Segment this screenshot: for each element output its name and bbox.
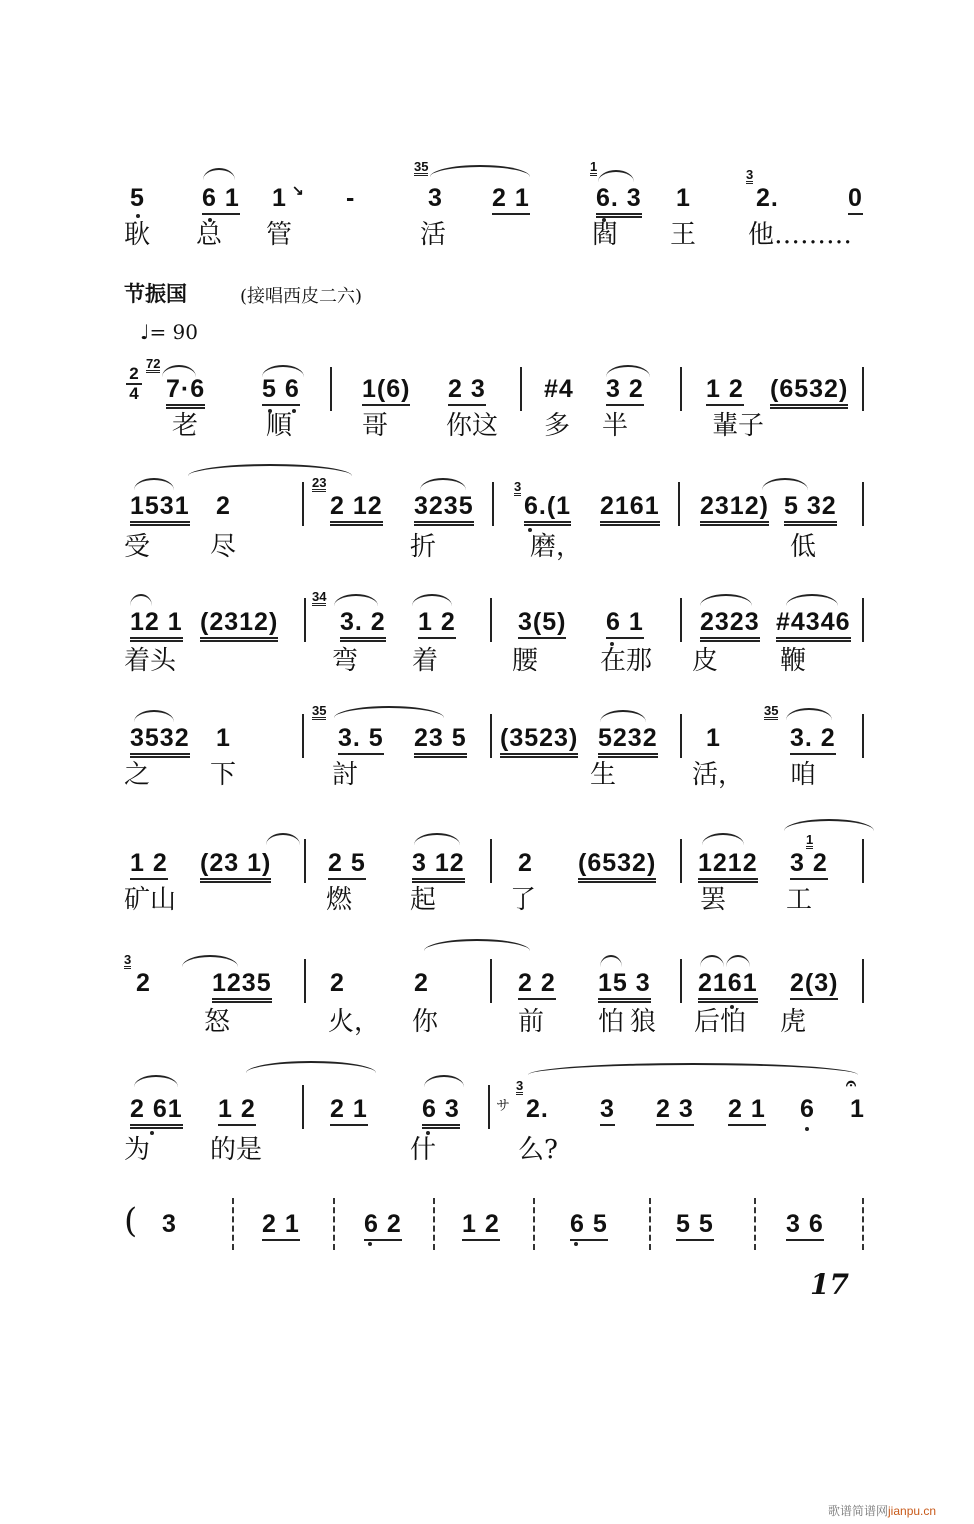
note: 2. — [526, 1095, 549, 1123]
note: 2 2 — [518, 969, 556, 1000]
slur — [246, 1061, 376, 1073]
slur — [600, 710, 646, 722]
slur — [188, 464, 352, 476]
barline — [680, 367, 682, 411]
lyric: 为 — [124, 1135, 151, 1165]
dashed-barline — [433, 1198, 435, 1250]
grace-note: 3 — [746, 167, 754, 182]
time-signature: 2 4 — [126, 365, 142, 403]
section-note: (接唱西皮二六) — [240, 286, 363, 307]
lyric: 火， — [328, 1007, 381, 1037]
slur — [182, 955, 238, 967]
note: 2 1 — [728, 1095, 766, 1126]
singer-name: 节振国 — [124, 282, 187, 306]
note: (6532) — [770, 375, 848, 409]
note: 2(3) — [790, 969, 838, 1000]
low-octave-dot — [368, 1242, 372, 1246]
note: 6. 3 — [596, 184, 642, 218]
note: 2312) — [700, 492, 769, 526]
note: 2. — [756, 184, 779, 212]
lyric: 王 — [670, 220, 697, 250]
lyric: 怕 — [598, 1007, 625, 1037]
lyric: 下 — [210, 760, 237, 790]
watermark: 歌谱简谱网jianpu.cn — [828, 1504, 937, 1518]
slur — [702, 833, 744, 845]
note: 3 2 — [606, 375, 644, 406]
note: 6 1 — [606, 608, 644, 639]
note: 3 — [428, 184, 443, 212]
lyric: 的是 — [210, 1135, 263, 1165]
barline — [302, 1085, 304, 1129]
lyric: 工 — [786, 885, 813, 915]
lyric: 尽 — [210, 532, 237, 562]
low-octave-dot — [150, 1131, 154, 1135]
lyric: 磨， — [530, 532, 583, 562]
slur — [762, 478, 808, 490]
lyric: 起 — [410, 885, 437, 915]
note: 5 5 — [676, 1210, 714, 1241]
barline — [862, 598, 864, 642]
note: 12 1 — [130, 608, 183, 642]
barline — [302, 714, 304, 758]
barline — [488, 1085, 490, 1129]
grace-note: 1 — [590, 159, 598, 174]
lyric: 順 — [266, 411, 293, 441]
lyric: 多 — [544, 411, 571, 441]
low-octave-dot — [574, 1242, 578, 1246]
grace-note: 23 — [312, 475, 327, 490]
note: 2 1 — [262, 1210, 300, 1241]
lyric: 哥 — [362, 411, 389, 441]
note: 15 3 — [598, 969, 651, 1003]
slur — [528, 1063, 858, 1075]
slur — [134, 710, 174, 722]
barline — [680, 839, 682, 883]
note: 1 — [676, 184, 691, 212]
note: 3. 5 — [338, 724, 384, 755]
note: 6 2 — [364, 1210, 402, 1241]
dashed-barline — [649, 1198, 651, 1250]
slur — [130, 594, 152, 606]
grace-note: 72 — [146, 356, 161, 371]
barline — [304, 839, 306, 883]
note: 1 2 — [706, 375, 744, 406]
note: 3 12 — [412, 849, 465, 883]
note: 2 — [518, 849, 533, 877]
lyric: 半 — [602, 411, 629, 441]
note: 3(5) — [518, 608, 566, 639]
note: 6 1 — [202, 184, 240, 215]
barline — [680, 959, 682, 1003]
slur — [420, 478, 466, 490]
note: 2161 — [600, 492, 660, 526]
quarter-note-icon: ♩ — [140, 320, 150, 344]
lyric: 么? — [518, 1135, 558, 1165]
lyric: 老 — [172, 411, 199, 441]
barline — [862, 839, 864, 883]
note: #4346 — [776, 608, 851, 642]
note: 1 — [216, 724, 231, 752]
grace-note: 34 — [312, 589, 327, 604]
note: 1 2 — [462, 1210, 500, 1241]
lyric: 活， — [692, 760, 745, 790]
tempo-marking — [140, 320, 198, 344]
grace-note: 35 — [764, 703, 779, 718]
breath-mark: ↘ — [292, 182, 304, 198]
barline — [680, 598, 682, 642]
barline — [490, 714, 492, 758]
barline — [862, 367, 864, 411]
free-tempo-mark: サ — [496, 1097, 510, 1113]
grace-note: 35 — [312, 703, 327, 718]
lyric: 前 — [518, 1007, 545, 1037]
note: 3. 2 — [340, 608, 386, 642]
low-octave-dot — [805, 1127, 809, 1131]
lyric: 罢 — [700, 885, 727, 915]
barline — [490, 839, 492, 883]
tempo-value: = 90 — [149, 320, 199, 344]
note: 2 12 — [330, 492, 383, 526]
lyric: 管 — [266, 220, 293, 250]
dashed-barline — [232, 1198, 234, 1250]
dashed-barline — [533, 1198, 535, 1250]
slur — [134, 478, 174, 490]
slur — [786, 708, 832, 720]
grace-note: 3 — [516, 1078, 524, 1093]
note: 1 — [272, 184, 287, 212]
lyric: 怒 — [204, 1007, 231, 1037]
lyric: 腰 — [512, 646, 539, 676]
slur — [203, 168, 235, 180]
note: 2 3 — [448, 375, 486, 406]
lyric: 低 — [790, 532, 817, 562]
note: 1 — [850, 1095, 865, 1123]
note: 3235 — [414, 492, 474, 526]
slur — [412, 594, 452, 606]
lyric: 着头 — [124, 646, 177, 676]
barline — [490, 959, 492, 1003]
note: 1212 — [698, 849, 758, 883]
note: 3 — [600, 1095, 615, 1126]
dashed-barline — [333, 1198, 335, 1250]
note: 5 — [130, 184, 145, 212]
grace-note: 35 — [414, 159, 429, 174]
barline — [330, 367, 332, 411]
page-number: 17 — [810, 1268, 849, 1301]
note: 6.(1 — [524, 492, 571, 526]
note: 2 — [136, 969, 151, 997]
lyric: 什 — [410, 1135, 437, 1165]
note: 3 — [162, 1210, 177, 1238]
lyric: 你 — [412, 1007, 439, 1037]
lyric: 討 — [332, 760, 359, 790]
note: 6 5 — [570, 1210, 608, 1241]
grace-note: 3 — [124, 952, 132, 967]
note: 7·6 — [166, 375, 205, 409]
note: 2 3 — [656, 1095, 694, 1126]
note: 3 2 — [790, 849, 828, 880]
note: 2 — [330, 969, 345, 997]
slur — [700, 955, 724, 967]
lyric: 折 — [410, 532, 437, 562]
slur — [334, 706, 444, 718]
slur — [786, 594, 838, 606]
slur — [424, 939, 530, 951]
note: #4 — [544, 375, 574, 403]
note: 2 — [216, 492, 231, 520]
barline — [302, 482, 304, 526]
low-octave-dot — [136, 214, 140, 218]
grace-note: 3 — [514, 479, 522, 494]
lyric: 咱 — [790, 760, 817, 790]
lyric: 了 — [510, 885, 537, 915]
open-paren: ( — [124, 1201, 138, 1241]
note: 2323 — [700, 608, 760, 642]
lyric: 总 — [196, 220, 223, 250]
lyric: 閻 — [592, 220, 619, 250]
lyric: 活 — [420, 220, 447, 250]
note: 0 — [848, 184, 863, 215]
slur — [424, 1075, 464, 1087]
lyric: 你这 — [446, 411, 499, 441]
lyric: 之 — [124, 760, 151, 790]
lyric: 在那 — [600, 646, 653, 676]
note: (23 1) — [200, 849, 271, 883]
note: 6 — [800, 1095, 815, 1123]
barline — [680, 714, 682, 758]
slur — [134, 1075, 178, 1087]
barline — [520, 367, 522, 411]
note: 1 2 — [418, 608, 456, 639]
note: 5232 — [598, 724, 658, 758]
note: 1235 — [212, 969, 272, 1003]
dashed-barline — [754, 1198, 756, 1250]
note: 2 5 — [328, 849, 366, 880]
slur — [784, 819, 874, 831]
dashed-barline — [862, 1198, 864, 1250]
note: 3. 2 — [790, 724, 836, 755]
dash: - — [346, 184, 356, 212]
note: 23 5 — [414, 724, 467, 758]
barline — [678, 482, 680, 526]
lyric: 后怕 — [694, 1007, 747, 1037]
slur — [726, 955, 750, 967]
barline — [862, 959, 864, 1003]
note: 5 32 — [784, 492, 837, 526]
slur — [334, 594, 378, 606]
slur — [414, 833, 460, 845]
note: (6532) — [578, 849, 656, 883]
note: 3 6 — [786, 1210, 824, 1241]
barline — [492, 482, 494, 526]
lyric: 弯 — [332, 646, 359, 676]
note: 2 1 — [492, 184, 530, 215]
slur — [430, 165, 530, 177]
note: 2161 — [698, 969, 758, 1003]
lyric: 燃 — [326, 885, 353, 915]
note: 2 — [414, 969, 429, 997]
grace-note: 1 — [806, 832, 814, 847]
slur — [266, 833, 300, 845]
slur — [598, 170, 634, 182]
note: 6 3 — [422, 1095, 460, 1129]
barline — [304, 598, 306, 642]
barline — [304, 959, 306, 1003]
note: 1 2 — [218, 1095, 256, 1126]
barline — [862, 482, 864, 526]
lyric: 矿山 — [124, 885, 177, 915]
slur — [600, 955, 622, 967]
lyric: 虎 — [780, 1007, 807, 1037]
low-octave-dot — [292, 409, 296, 413]
fermata-icon: 𝄐 — [846, 1073, 857, 1093]
lyric: 生 — [590, 760, 617, 790]
lyric: 他……… — [748, 220, 853, 250]
slur — [700, 594, 752, 606]
note: 1 2 — [130, 849, 168, 880]
lyric: 着 — [412, 646, 439, 676]
note: 1 — [706, 724, 721, 752]
lyric: 受 — [124, 532, 151, 562]
note: 5 6 — [262, 375, 300, 406]
note: 3532 — [130, 724, 190, 758]
lyric: 耿 — [124, 220, 151, 250]
barline — [862, 714, 864, 758]
note: 1(6) — [362, 375, 410, 406]
lyric: 輩子 — [712, 411, 765, 441]
note: (3523) — [500, 724, 578, 758]
barline — [490, 598, 492, 642]
note: 1531 — [130, 492, 190, 526]
lyric: 皮 — [692, 646, 719, 676]
note: 2 61 — [130, 1095, 183, 1129]
lyric: 鞭 — [780, 646, 807, 676]
note: (2312) — [200, 608, 278, 642]
lyric: 狼 — [630, 1007, 657, 1037]
note: 2 1 — [330, 1095, 368, 1126]
